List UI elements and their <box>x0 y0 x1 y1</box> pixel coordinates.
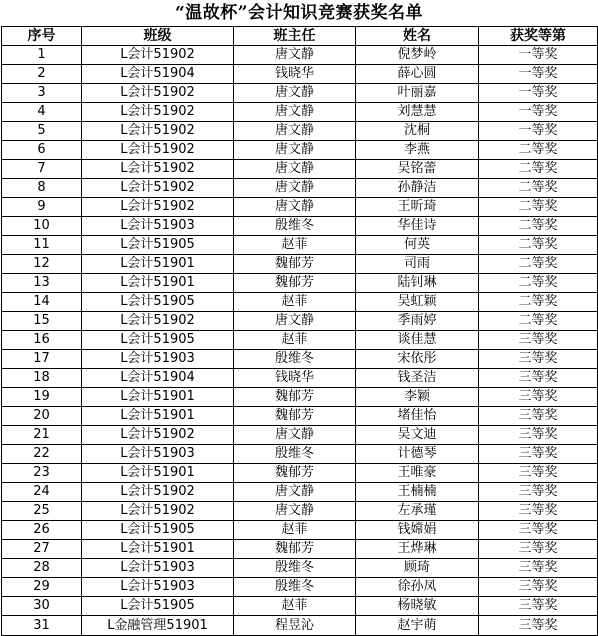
cell-name[interactable]: 堵佳怡 <box>356 407 479 426</box>
cell-teacher[interactable]: 唐文静 <box>234 160 356 179</box>
cell-teacher[interactable]: 殷维冬 <box>234 445 356 464</box>
table-row <box>2 103 598 122</box>
cell-serial[interactable]: 28 <box>2 559 82 578</box>
cell-serial[interactable]: 22 <box>2 445 82 464</box>
cell-class[interactable]: L会计51901 <box>82 388 234 407</box>
cell-award[interactable]: 二等奖 <box>479 160 598 179</box>
cell-award[interactable]: 三等奖 <box>479 445 598 464</box>
cell-name[interactable]: 季雨婷 <box>356 312 479 331</box>
cell-teacher[interactable]: 殷维冬 <box>234 559 356 578</box>
cell-serial[interactable]: 17 <box>2 350 82 369</box>
cell-name[interactable]: 何英 <box>356 236 479 255</box>
cell-class[interactable]: L会计51901 <box>82 407 234 426</box>
table-row <box>2 160 598 179</box>
cell-teacher[interactable]: 唐文静 <box>234 84 356 103</box>
cell-name[interactable]: 吴文迪 <box>356 426 479 445</box>
table-row <box>2 84 598 103</box>
cell-award[interactable]: 一等奖 <box>479 103 598 122</box>
cell-teacher[interactable]: 魏郁芳 <box>234 274 356 293</box>
cell-name[interactable]: 赵宇萌 <box>356 616 479 636</box>
cell-award[interactable]: 三等奖 <box>479 540 598 559</box>
table-row <box>2 293 598 312</box>
cell-serial[interactable]: 4 <box>2 103 82 122</box>
header-cell-award[interactable]: 获奖等第 <box>479 27 598 46</box>
cell-name[interactable]: 王唯豪 <box>356 464 479 483</box>
cell-award[interactable]: 三等奖 <box>479 616 598 636</box>
table-row <box>2 521 598 540</box>
cell-class[interactable]: L会计51903 <box>82 217 234 236</box>
cell-award[interactable]: 三等奖 <box>479 502 598 521</box>
header-cell-name[interactable]: 姓名 <box>356 27 479 46</box>
cell-award[interactable]: 一等奖 <box>479 65 598 84</box>
cell-class[interactable]: L会计51901 <box>82 464 234 483</box>
table-row <box>2 331 598 350</box>
cell-serial[interactable]: 27 <box>2 540 82 559</box>
cell-teacher[interactable]: 殷维冬 <box>234 217 356 236</box>
cell-serial[interactable]: 25 <box>2 502 82 521</box>
table-row <box>2 445 598 464</box>
cell-award[interactable]: 二等奖 <box>479 179 598 198</box>
cell-award[interactable]: 三等奖 <box>479 407 598 426</box>
cell-serial[interactable]: 12 <box>2 255 82 274</box>
cell-serial[interactable]: 20 <box>2 407 82 426</box>
table-row <box>2 198 598 217</box>
cell-class[interactable]: L金融管理51901 <box>82 616 234 636</box>
table-row <box>2 65 598 84</box>
cell-award[interactable]: 二等奖 <box>479 293 598 312</box>
cell-serial[interactable]: 14 <box>2 293 82 312</box>
award-table <box>1 26 598 636</box>
cell-serial[interactable]: 9 <box>2 198 82 217</box>
cell-name[interactable]: 刘慧慧 <box>356 103 479 122</box>
table-row <box>2 464 598 483</box>
cell-teacher[interactable]: 殷维冬 <box>234 350 356 369</box>
cell-class[interactable]: L会计51903 <box>82 559 234 578</box>
cell-name[interactable]: 左承瑾 <box>356 502 479 521</box>
table-row <box>2 46 598 65</box>
cell-award[interactable]: 二等奖 <box>479 141 598 160</box>
cell-class[interactable]: L会计51902 <box>82 103 234 122</box>
cell-serial[interactable]: 31 <box>2 616 82 636</box>
cell-teacher[interactable]: 唐文静 <box>234 312 356 331</box>
cell-class[interactable]: L会计51902 <box>82 122 234 141</box>
cell-class[interactable]: L会计51902 <box>82 46 234 65</box>
cell-teacher[interactable]: 魏郁芳 <box>234 540 356 559</box>
cell-award[interactable]: 一等奖 <box>479 122 598 141</box>
cell-class[interactable]: L会计51905 <box>82 331 234 350</box>
cell-serial[interactable]: 13 <box>2 274 82 293</box>
cell-name[interactable]: 陆钊琳 <box>356 274 479 293</box>
table-row <box>2 274 598 293</box>
table-row <box>2 217 598 236</box>
cell-serial[interactable]: 15 <box>2 312 82 331</box>
cell-name[interactable]: 叶丽嘉 <box>356 84 479 103</box>
cell-serial[interactable]: 18 <box>2 369 82 388</box>
cell-award[interactable]: 二等奖 <box>479 274 598 293</box>
cell-award[interactable]: 三等奖 <box>479 464 598 483</box>
cell-name[interactable]: 李颖 <box>356 388 479 407</box>
table-row <box>2 312 598 331</box>
cell-class[interactable]: L会计51902 <box>82 426 234 445</box>
cell-award[interactable]: 二等奖 <box>479 312 598 331</box>
cell-award[interactable]: 二等奖 <box>479 217 598 236</box>
table-row <box>2 616 598 636</box>
cell-serial[interactable]: 1 <box>2 46 82 65</box>
cell-serial[interactable]: 6 <box>2 141 82 160</box>
cell-teacher[interactable]: 赵菲 <box>234 597 356 616</box>
cell-teacher[interactable]: 唐文静 <box>234 103 356 122</box>
cell-serial[interactable]: 16 <box>2 331 82 350</box>
table-row <box>2 350 598 369</box>
cell-award[interactable]: 三等奖 <box>479 388 598 407</box>
cell-class[interactable]: L会计51902 <box>82 179 234 198</box>
cell-teacher[interactable]: 赵菲 <box>234 236 356 255</box>
cell-name[interactable]: 沈桐 <box>356 122 479 141</box>
cell-class[interactable]: L会计51902 <box>82 502 234 521</box>
cell-class[interactable]: L会计51901 <box>82 274 234 293</box>
cell-teacher[interactable]: 赵菲 <box>234 331 356 350</box>
table-row <box>2 369 598 388</box>
cell-name[interactable]: 宋依彤 <box>356 350 479 369</box>
cell-teacher[interactable]: 赵菲 <box>234 521 356 540</box>
cell-serial[interactable]: 30 <box>2 597 82 616</box>
cell-serial[interactable]: 7 <box>2 160 82 179</box>
cell-class[interactable]: L会计51903 <box>82 350 234 369</box>
cell-serial[interactable]: 8 <box>2 179 82 198</box>
cell-award[interactable]: 三等奖 <box>479 559 598 578</box>
cell-award[interactable]: 三等奖 <box>479 597 598 616</box>
cell-name[interactable]: 倪梦岭 <box>356 46 479 65</box>
cell-award[interactable]: 一等奖 <box>479 46 598 65</box>
cell-class[interactable]: L会计51901 <box>82 540 234 559</box>
cell-class[interactable]: L会计51902 <box>82 141 234 160</box>
cell-teacher[interactable]: 唐文静 <box>234 122 356 141</box>
header-row <box>2 27 598 46</box>
cell-class[interactable]: L会计51904 <box>82 65 234 84</box>
cell-name[interactable]: 钱嫦娟 <box>356 521 479 540</box>
table-row <box>2 407 598 426</box>
cell-serial[interactable]: 21 <box>2 426 82 445</box>
cell-name[interactable]: 李燕 <box>356 141 479 160</box>
cell-class[interactable]: L会计51902 <box>82 483 234 502</box>
cell-teacher[interactable]: 唐文静 <box>234 179 356 198</box>
cell-name[interactable]: 孙静洁 <box>356 179 479 198</box>
cell-class[interactable]: L会计51905 <box>82 597 234 616</box>
cell-teacher[interactable]: 魏郁芳 <box>234 255 356 274</box>
cell-class[interactable]: L会计51902 <box>82 160 234 179</box>
cell-serial[interactable]: 24 <box>2 483 82 502</box>
table-row <box>2 559 598 578</box>
cell-teacher[interactable]: 殷维冬 <box>234 578 356 597</box>
cell-award[interactable]: 二等奖 <box>479 198 598 217</box>
table-row <box>2 578 598 597</box>
cell-teacher[interactable]: 程昱沁 <box>234 616 356 636</box>
cell-serial[interactable]: 5 <box>2 122 82 141</box>
cell-teacher[interactable]: 钱晓华 <box>234 369 356 388</box>
table-row <box>2 179 598 198</box>
cell-teacher[interactable]: 魏郁芳 <box>234 407 356 426</box>
cell-award[interactable]: 三等奖 <box>479 331 598 350</box>
cell-serial[interactable]: 3 <box>2 84 82 103</box>
header-cell-class[interactable]: 班级 <box>82 27 234 46</box>
cell-award[interactable]: 三等奖 <box>479 426 598 445</box>
table-row <box>2 255 598 274</box>
cell-class[interactable]: L会计51903 <box>82 445 234 464</box>
header-cell-teacher[interactable]: 班主任 <box>234 27 356 46</box>
table-row <box>2 236 598 255</box>
cell-name[interactable]: 王昕琦 <box>356 198 479 217</box>
cell-teacher[interactable]: 钱晓华 <box>234 65 356 84</box>
cell-class[interactable]: L会计51902 <box>82 84 234 103</box>
cell-name[interactable]: 杨晓敏 <box>356 597 479 616</box>
cell-serial[interactable]: 26 <box>2 521 82 540</box>
cell-award[interactable]: 三等奖 <box>479 578 598 597</box>
cell-name[interactable]: 吴虹颖 <box>356 293 479 312</box>
cell-teacher[interactable]: 唐文静 <box>234 426 356 445</box>
cell-serial[interactable]: 2 <box>2 65 82 84</box>
cell-teacher[interactable]: 赵菲 <box>234 293 356 312</box>
cell-award[interactable]: 三等奖 <box>479 369 598 388</box>
cell-name[interactable]: 吴铭蕾 <box>356 160 479 179</box>
table-row <box>2 483 598 502</box>
cell-teacher[interactable]: 唐文静 <box>234 502 356 521</box>
cell-name[interactable]: 计德琴 <box>356 445 479 464</box>
sheet-title: “温故杯”会计知识竞赛获奖名单 <box>174 3 424 23</box>
table-row <box>2 388 598 407</box>
cell-award[interactable]: 二等奖 <box>479 236 598 255</box>
table-row <box>2 540 598 559</box>
cell-name[interactable]: 钱圣洁 <box>356 369 479 388</box>
cell-name[interactable]: 司雨 <box>356 255 479 274</box>
table-row <box>2 597 598 616</box>
cell-class[interactable]: L会计51902 <box>82 198 234 217</box>
cell-teacher[interactable]: 唐文静 <box>234 198 356 217</box>
cell-teacher[interactable]: 唐文静 <box>234 483 356 502</box>
header-cell-serial[interactable]: 序号 <box>2 27 82 46</box>
cell-class[interactable]: L会计51905 <box>82 236 234 255</box>
cell-class[interactable]: L会计51901 <box>82 255 234 274</box>
cell-award[interactable]: 三等奖 <box>479 483 598 502</box>
cell-class[interactable]: L会计51903 <box>82 578 234 597</box>
cell-class[interactable]: L会计51905 <box>82 521 234 540</box>
cell-teacher[interactable]: 魏郁芳 <box>234 464 356 483</box>
cell-teacher[interactable]: 唐文静 <box>234 141 356 160</box>
cell-teacher[interactable]: 唐文静 <box>234 46 356 65</box>
cell-name[interactable]: 王楠楠 <box>356 483 479 502</box>
cell-name[interactable]: 谈佳慧 <box>356 331 479 350</box>
table-row <box>2 122 598 141</box>
table-body <box>2 46 598 636</box>
cell-award[interactable]: 一等奖 <box>479 84 598 103</box>
cell-name[interactable]: 华佳诗 <box>356 217 479 236</box>
cell-serial[interactable]: 29 <box>2 578 82 597</box>
cell-name[interactable]: 顾琦 <box>356 559 479 578</box>
cell-serial[interactable]: 19 <box>2 388 82 407</box>
table-row <box>2 426 598 445</box>
cell-class[interactable]: L会计51902 <box>82 312 234 331</box>
cell-name[interactable]: 徐孙凤 <box>356 578 479 597</box>
cell-serial[interactable]: 10 <box>2 217 82 236</box>
cell-serial[interactable]: 11 <box>2 236 82 255</box>
cell-award[interactable]: 二等奖 <box>479 255 598 274</box>
cell-serial[interactable]: 23 <box>2 464 82 483</box>
cell-class[interactable]: L会计51905 <box>82 293 234 312</box>
cell-teacher[interactable]: 魏郁芳 <box>234 388 356 407</box>
cell-award[interactable]: 三等奖 <box>479 521 598 540</box>
cell-award[interactable]: 三等奖 <box>479 350 598 369</box>
cell-name[interactable]: 王烨琳 <box>356 540 479 559</box>
table-row <box>2 502 598 521</box>
cell-name[interactable]: 薛心圆 <box>356 65 479 84</box>
cell-class[interactable]: L会计51904 <box>82 369 234 388</box>
table-row <box>2 141 598 160</box>
